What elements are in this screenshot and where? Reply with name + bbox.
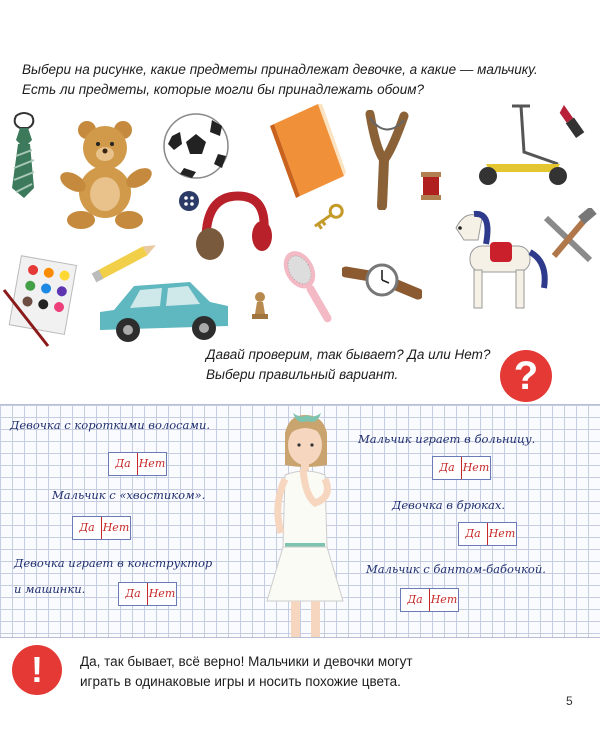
soccer-ball-icon[interactable] — [162, 112, 230, 180]
paint-box-icon[interactable] — [2, 250, 82, 350]
no-option[interactable]: Нет — [138, 457, 166, 470]
teddy-bear-icon[interactable] — [55, 120, 155, 230]
lipstick-icon[interactable] — [556, 102, 586, 142]
answer-box[interactable] — [72, 516, 131, 540]
girl-illustration — [255, 405, 355, 637]
instruction-line-1: Выбери на рисунке, какие предметы принадлежат девочке, а какие — мальчику. — [22, 62, 538, 77]
scooter-icon[interactable] — [472, 102, 568, 192]
statement-text: Мальчик с «хвостиком». — [52, 488, 206, 502]
slingshot-icon[interactable] — [362, 110, 412, 210]
hairbrush-icon[interactable] — [282, 245, 338, 331]
yes-option[interactable]: Да — [119, 583, 148, 605]
exclamation-icon: ! — [12, 645, 62, 695]
statement-text: Мальчик играет в больницу. — [358, 432, 536, 446]
no-option[interactable]: Нет — [488, 527, 516, 540]
no-option[interactable]: Нет — [102, 521, 130, 534]
thread-spool-icon[interactable] — [418, 170, 444, 202]
toy-car-icon[interactable] — [94, 272, 234, 348]
chess-pawn-icon[interactable] — [250, 290, 270, 320]
tools-icon[interactable] — [540, 208, 598, 270]
no-option[interactable]: Нет — [430, 593, 458, 606]
yes-option[interactable]: Да — [459, 523, 488, 545]
no-option[interactable]: Нет — [462, 461, 490, 474]
statement-text: Девочка с короткими волосами. — [10, 418, 211, 432]
check-prompt-line-1: Давай проверим, так бывает? Да или Нет? — [206, 347, 491, 362]
answer-box[interactable] — [108, 452, 167, 476]
no-option[interactable]: Нет — [148, 587, 176, 600]
statement-text: Мальчик с бантом-бабочкой. — [366, 562, 546, 576]
check-prompt-line-2: Выбери правильный вариант. — [206, 367, 399, 382]
key-icon[interactable] — [308, 200, 348, 234]
page-number: 5 — [566, 694, 573, 708]
yes-option[interactable]: Да — [109, 453, 138, 475]
statement-text: Девочка в брюках. — [392, 498, 506, 512]
answer-box[interactable] — [118, 582, 177, 606]
objects-illustration — [0, 100, 600, 360]
book-icon[interactable] — [268, 102, 348, 198]
headphones-icon[interactable] — [192, 190, 274, 270]
yes-option[interactable]: Да — [73, 517, 102, 539]
tie-icon[interactable] — [2, 110, 46, 200]
instruction-line-2: Есть ли предметы, которые могли бы принадлежать обоим? — [22, 82, 424, 97]
yes-option[interactable]: Да — [433, 457, 462, 479]
summary-line-1: Да, так бывает, всё верно! Мальчики и девочки могут — [80, 654, 413, 669]
question-mark-icon: ? — [500, 350, 552, 402]
wristwatch-icon[interactable] — [342, 250, 422, 314]
answer-box[interactable] — [458, 522, 517, 546]
summary-text — [80, 652, 500, 692]
answer-box[interactable] — [432, 456, 491, 480]
rocking-horse-icon[interactable] — [436, 206, 552, 316]
summary-line-2: играть в одинаковые игры и носить похожие цвета. — [80, 674, 401, 689]
check-prompt — [206, 345, 496, 385]
answer-box[interactable] — [400, 588, 459, 612]
yes-option[interactable]: Да — [401, 589, 430, 611]
statement-text: Девочка играет в конструктор — [14, 556, 213, 570]
instruction-text — [22, 60, 582, 100]
statement-text-continued: и машинки. — [14, 582, 86, 596]
